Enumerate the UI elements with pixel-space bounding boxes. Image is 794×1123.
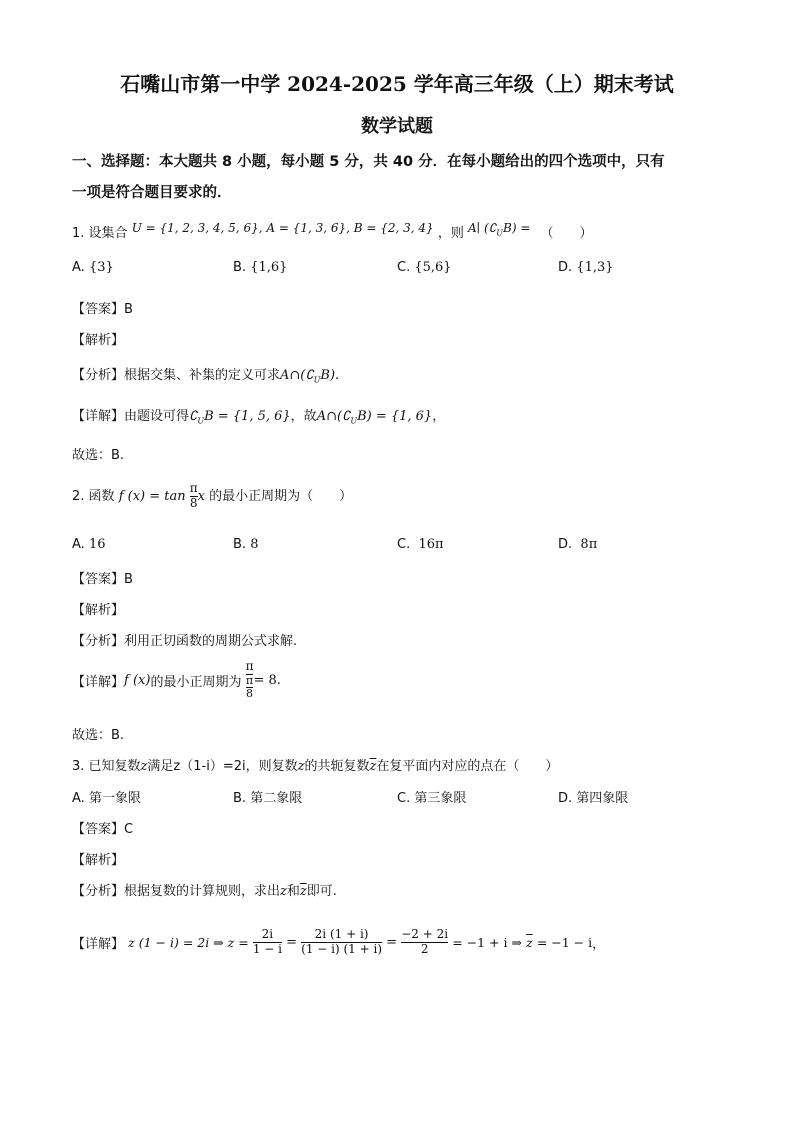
q1-detail: 【详解】由题设可得$∁_UB = \{1$, 5, 6}，故$A\cap(∁_UB) = \{1$, 6}， (72, 409, 446, 426)
question-3-stem: 3. 已知复数z满足z（1-i）=2i，则复数z的共轭复数$\overline{z}$在复平面内对应的点在（ ） (72, 759, 559, 774)
section-heading-line1: 一、选择题：本大题共 8 小题，每小题 5 分，共 40 分．在每小题给出的四个选项中，只有 (72, 154, 665, 170)
q1-blank: （ ） (540, 226, 593, 241)
q2-option-a: A. 16 (72, 537, 106, 552)
q2-detail: 【详解】f (x)的最小正周期为 $\frac{\pi}{\frac{\pi}{8}}$ = 8. (72, 659, 281, 701)
exam-title: 石嘴山市第一中学 2024-2025 学年高三年级（上）期末考试 (120, 72, 674, 96)
q1-mid: ，则 (437, 226, 464, 241)
q2-option-c: C. 16π (397, 537, 444, 552)
q1-analysis-label: 【解析】 (72, 333, 125, 348)
q2-option-d: D. 8π (558, 537, 598, 552)
q1-fenxi: 【分析】根据交集、补集的定义可求$A\cap(∁_UB)$. (72, 368, 340, 385)
q2-analysis-label: 【解析】 (72, 603, 125, 618)
q1-option-c: C. {5,6} (397, 260, 452, 275)
q2-choose: 故选：B. (72, 728, 125, 743)
q3-option-b: B. 第二象限 (233, 791, 303, 806)
q1-answer: 【答案】B (72, 302, 133, 317)
q1-expr: A∣ $(∁_UB)$ = (467, 221, 531, 238)
q1-choose: 故选：B. (72, 448, 125, 463)
q1-sets: U = {1, 2, 3, 4, 5, 6}, A = {1, 3, 6}, B = {2, 3, 4} (131, 221, 434, 235)
q3-analysis-label: 【解析】 (72, 853, 125, 868)
q3-option-c: C. 第三象限 (397, 791, 467, 806)
q3-frac-2: $\frac{2i (1 + i)}{(1 - i) (1 + i)}$ (301, 927, 383, 956)
q2-fraction: $\frac{\pi}{8}$ (189, 481, 198, 510)
q1-prefix: 1. 设集合 (72, 226, 128, 241)
q2-function: f (x) = tan (118, 488, 186, 504)
q2-answer: 【答案】B (72, 572, 133, 587)
q1-fenxi-math: $A\cap(∁_UB)$. (280, 368, 340, 385)
q2-fenxi: 【分析】利用正切函数的周期公式求解. (72, 634, 298, 649)
q1-option-b: B. {1,6} (233, 260, 288, 275)
q3-option-d: D. 第四象限 (558, 791, 629, 806)
q3-fenxi: 【分析】根据复数的计算规则，求出z和$\overline{z}$即可. (72, 884, 337, 899)
q3-detail: 【详解】 z (1 − i) = 2i ⇒ z = $\frac{2i}{1 - i}$ = $\frac{2i (1 + i)}{(1 - i) (1 + i)}$ = $\frac{-2 + 2i}{2}$ = −1 + i ⇒ $\overline{z} = -1 - i$， (72, 927, 606, 956)
q3-answer: 【答案】C (72, 822, 134, 837)
exam-subtitle: 数学试题 (361, 116, 433, 137)
q1-option-a: A. {3} (72, 260, 114, 275)
q2-option-b: B. 8 (233, 537, 259, 552)
q3-frac-1: $\frac{2i}{1 - i}$ (252, 927, 282, 956)
q3-option-a: A. 第一象限 (72, 791, 141, 806)
q2-detail-fraction: $\frac{\pi}{\frac{\pi}{8}}$ (245, 659, 254, 701)
q1-option-d: D. {1,3} (558, 260, 614, 275)
question-2-stem: 2. 函数 f (x) = tan $\frac{\pi}{8}$ x 的最小正周期为（ ） (72, 481, 353, 510)
q3-frac-3: $\frac{-2 + 2i}{2}$ (401, 927, 449, 956)
section-heading-line2: 一项是符合题目要求的． (72, 185, 232, 201)
question-1-stem (72, 222, 593, 242)
